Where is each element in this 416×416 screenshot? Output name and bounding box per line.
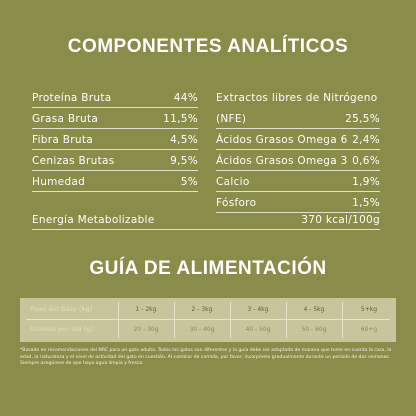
analytic-label: (NFE)	[216, 113, 247, 125]
weight-cell: 3 - 4kg	[247, 306, 269, 313]
grams-row-header: Gramos por día (g)	[30, 326, 94, 333]
row-underline	[216, 149, 380, 150]
row-underline	[32, 149, 198, 150]
weight-cell: 2 - 3kg	[191, 306, 213, 313]
row-underline	[216, 191, 380, 192]
analytic-value: 44%	[173, 92, 198, 104]
feeding-table	[20, 298, 396, 342]
analytic-value: 9,5%	[170, 155, 198, 167]
analytic-value: 5%	[180, 176, 198, 188]
analytic-value: 2,4%	[352, 134, 380, 146]
analytic-label: Proteína Bruta	[32, 92, 112, 104]
analytic-value: 25,5%	[345, 113, 380, 125]
analytic-label: Grasa Bruta	[32, 113, 99, 125]
row-underline	[32, 128, 198, 129]
analytic-label: Extractos libres de Nitrógeno	[216, 92, 378, 104]
analytic-label: Ácidos Grasos Omega 6	[216, 134, 348, 146]
energy-label: Energía Metabolizable	[32, 214, 155, 226]
weight-cell: 5+kg	[360, 306, 378, 313]
analytic-label: Ácidos Grasos Omega 3	[216, 155, 348, 167]
analytic-value: 1,9%	[352, 176, 380, 188]
row-underline	[216, 128, 380, 129]
row-underline	[32, 191, 198, 192]
weight-cell: 4 - 5kg	[303, 306, 325, 313]
analytic-value: 0,6%	[352, 155, 380, 167]
analytic-label: Fibra Bruta	[32, 134, 93, 146]
footnote: *Basado en recomendaciones del NRC para un gato adulto. Todos los gatos son diferentes y la guía debe ser adaptada de manera que tome en cuenta la raza, la edad, la naturaleza y el nivel de actividad del gato en cuestión. Al cambiar de comida, por favor, incorpórelo gradualmente durante un período de dos semanas. Siempre asegúrese de que haya agua limpia y fresca.	[20, 348, 392, 367]
row-underline	[216, 170, 380, 171]
weight-cell: 1 - 2kg	[135, 306, 157, 313]
analytic-value: 11,5%	[163, 113, 198, 125]
weight-row-header: Peso del Gato (kg)	[30, 306, 93, 313]
row-underline	[32, 107, 198, 108]
grams-cell: 50 - 60g	[301, 326, 327, 333]
analytic-value: 4,5%	[170, 134, 198, 146]
grams-cell: 20 - 30g	[133, 326, 159, 333]
row-underline	[32, 170, 198, 171]
feeding-title: GUÍA DE ALIMENTACIÓN	[89, 258, 327, 279]
analytic-label: Humedad	[32, 176, 86, 188]
energy-value: 370 kcal/100g	[301, 214, 380, 226]
analytic-label: Fósforo	[216, 197, 257, 209]
analytic-value: 1,5%	[352, 197, 380, 209]
grams-cell: 30 - 40g	[189, 326, 215, 333]
analytics-title: COMPONENTES ANALÍTICOS	[67, 36, 349, 57]
analytic-label: Cenizas Brutas	[32, 155, 115, 167]
analytic-label: Calcio	[216, 176, 250, 188]
row-underline	[32, 229, 380, 230]
table-row-divider	[26, 319, 390, 320]
grams-cell: 40 - 50g	[245, 326, 271, 333]
row-underline	[216, 212, 380, 213]
grams-cell: 60+g	[360, 326, 378, 333]
